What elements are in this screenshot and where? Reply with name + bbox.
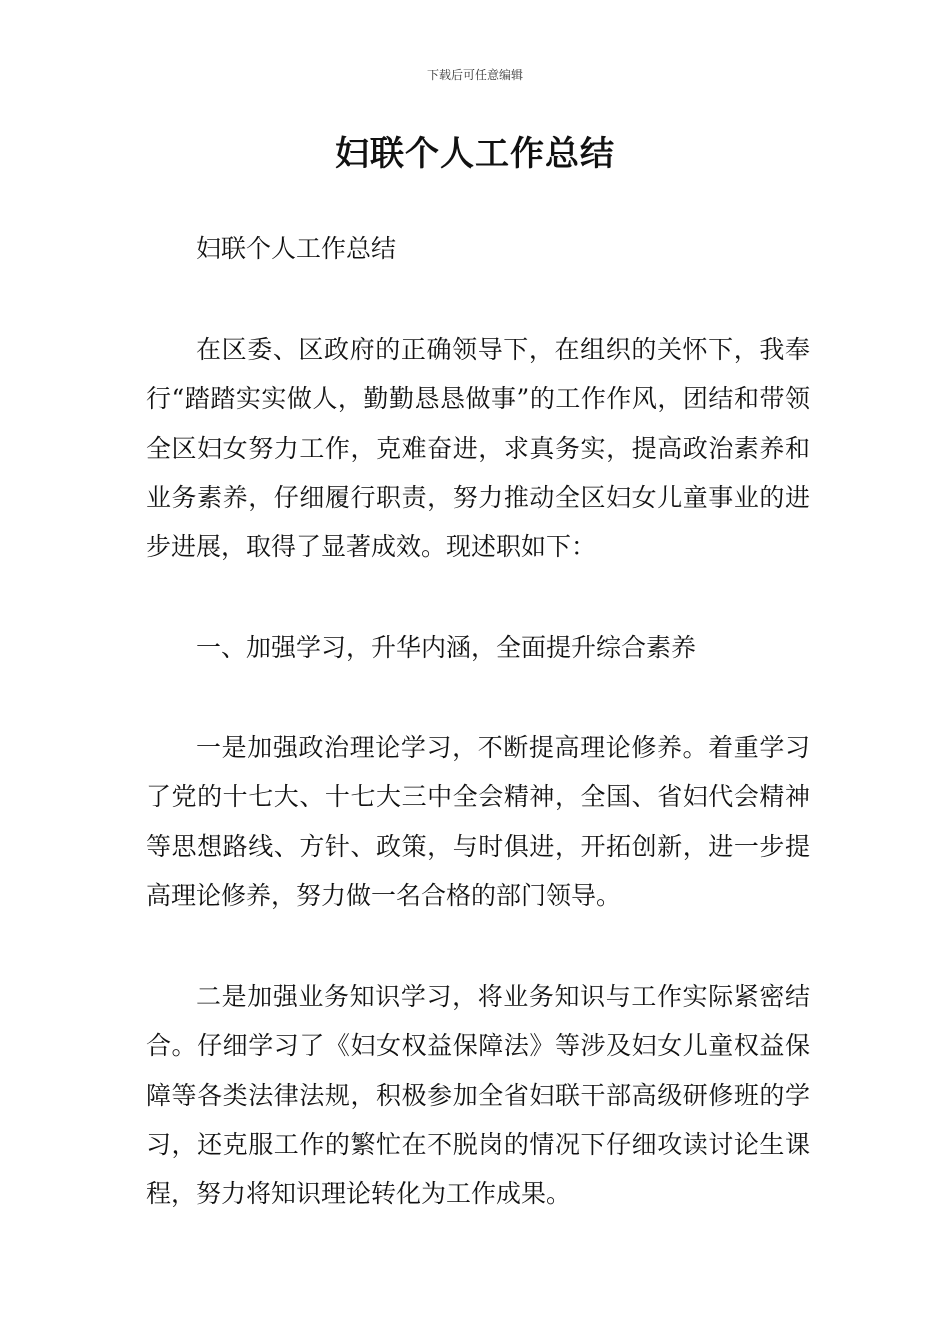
- header-note: 下载后可任意编辑: [426, 68, 523, 82]
- document-title: 妇联个人工作总结: [335, 134, 615, 174]
- intro-paragraph: 在区委、区政府的正确领导下，在组织的关怀下，我奉行“踏踏实实做人，勤勤恳恳做事”的工作作风，团结和带领全区妇女努力工作，克难奋进，求真务实，提高政治素养和业务素养，仔细履行职责，努力推动全区妇女儿童事业的进步进展，取得了显著成效。现述职如下：: [146, 335, 810, 562]
- subtitle-paragraph: 妇联个人工作总结: [196, 234, 397, 263]
- body-paragraph: 一是加强政治理论学习，不断提高理论修养。着重学习了党的十七大、十七大三中全会精神，全国、省妇代会精神等思想路线、方针、政策，与时俱进，开拓创新，进一步提高理论修养，努力做一名合格的部门领导。: [146, 733, 810, 910]
- section-heading: 一、加强学习，升华内涵，全面提升综合素养: [196, 633, 697, 662]
- body-paragraph: 二是加强业务知识学习，将业务知识与工作实际紧密结合。仔细学习了《妇女权益保障法》等涉及妇女儿童权益保障等各类法律法规，积极参加全省妇联干部高级研修班的学习，还克服工作的繁忙在不脱岗的情况下仔细攻读讨论生课程，努力将知识理论转化为工作成果。: [146, 982, 810, 1209]
